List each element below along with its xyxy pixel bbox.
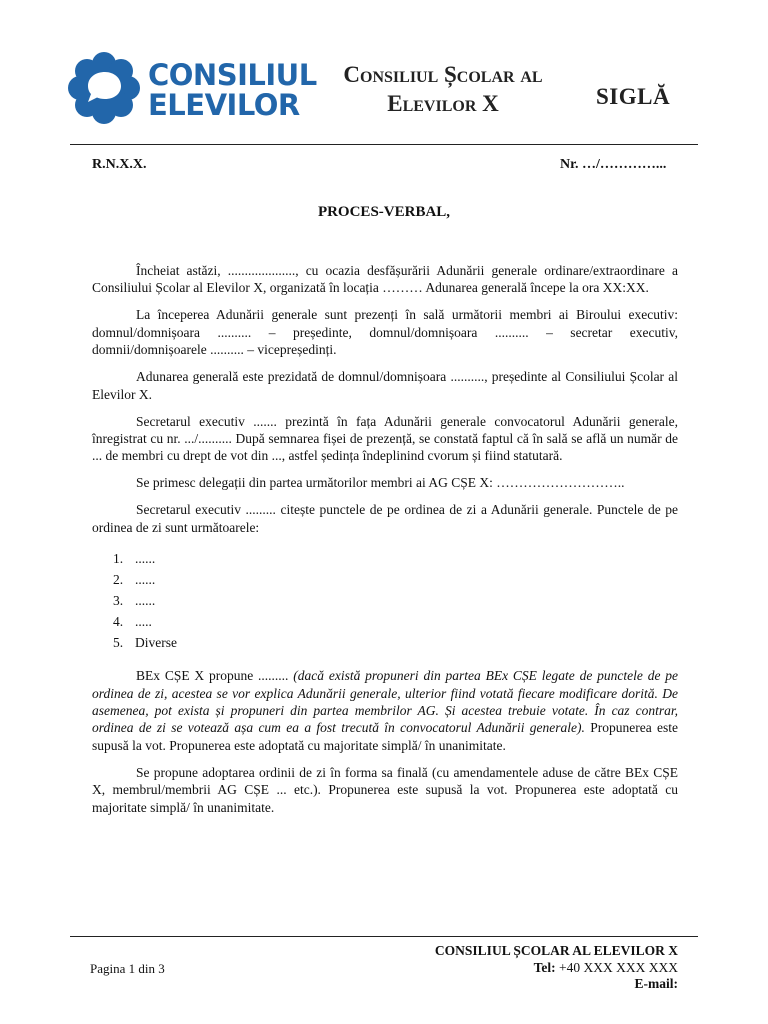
paragraph-2: La începerea Adunării generale sunt prezenți în sală următorii membri ai Biroului executiv: domnul/domnișoara .......... – președinte, domnul/domnișoara .......... – secretar executiv, domnii/domnișoarele .......... – vicepreședinți. xyxy=(92,307,678,358)
org-title-line-1: Consiliul Școlar al xyxy=(343,62,543,87)
footer-phone xyxy=(428,960,678,976)
list-item-number: 3. xyxy=(113,593,124,609)
logo-line-1: CONSILIUL xyxy=(148,58,317,92)
list-item xyxy=(92,569,678,590)
logo xyxy=(66,50,317,128)
footer-org-name: CONSILIUL ȘCOLAR AL ELEVILOR X xyxy=(434,943,678,958)
agenda-list xyxy=(92,548,678,653)
paragraph-7-italic-note: (dacă există propuneri din partea BEx CȘE legate de punctele de pe ordinea de zi, acestea se vor explica Adunării generale, ulterior fiind votată fiecare modificare dorită. De asemenea, pot exista și propuneri din partea membrilor AG. Și acestea trebuie votate. În caz contrar, ordinea de zi se votează așa cum ea a fost trecută în convocatorul Adunării generale). xyxy=(92,668,678,736)
list-item-number: 4. xyxy=(113,614,124,630)
list-item-text: ..... xyxy=(135,614,152,630)
paragraph-4: Secretarul executiv ....... prezintă în fața Adunării generale convocatorul Adunării generale, înregistrat cu nr. .../.......... După semnarea fișei de prezență, se constată faptul că în sală se află un număr de ... de membri cu drept de vot din ..., astfel ședința îndeplinind cvorum și fiind statutară. xyxy=(92,413,678,464)
document-body xyxy=(92,262,678,826)
list-item-number: 1. xyxy=(113,551,124,567)
list-item-text: ...... xyxy=(135,551,156,567)
page-number: Pagina 1 din 3 xyxy=(90,961,165,976)
list-item xyxy=(92,590,678,611)
paragraph-6: Secretarul executiv ......... citește punctele de pe ordinea de zi a Adunării generale. Punctele de pe ordinea de zi sunt următoarele: xyxy=(92,502,678,535)
list-item-number: 5. xyxy=(113,635,124,651)
list-item-number: 2. xyxy=(113,572,124,588)
footer-email: E-mail: xyxy=(634,976,678,991)
list-item-text: Diverse xyxy=(135,635,177,651)
org-title-line-2: Elevilor X xyxy=(387,91,499,116)
logo-text xyxy=(148,60,317,120)
org-title xyxy=(312,60,574,118)
paragraph-7-end: Propunerea este supusă la vot. Propunerea este adoptată cu majoritate simplă/ în unanimitate. xyxy=(92,720,679,753)
list-item xyxy=(92,632,678,653)
document-title: PROCES-VERBAL, xyxy=(317,204,451,220)
list-item xyxy=(92,548,678,569)
list-item-text: ...... xyxy=(135,593,156,609)
sigla-placeholder: SIGLĂ xyxy=(596,84,671,109)
footer-divider xyxy=(70,936,698,937)
header-divider xyxy=(70,144,698,145)
registration-number: R.N.X.X. xyxy=(92,157,147,172)
footer-phone-label: Tel: xyxy=(533,960,556,975)
paragraph-1: Încheiat astăzi, ...................., cu ocazia desfășurării Adunării generale ordinare/extraordinare a Consiliului Școlar al Elevilor X, organizată în locația ……… Adunarea generală începe la ora XX:XX. xyxy=(92,263,678,296)
footer-phone-value: +40 XXX XXX XXX xyxy=(555,960,678,975)
paragraph-5: Se primesc delegații din partea următorilor membri ai AG CȘE X: ……………………….. xyxy=(136,475,625,491)
paragraph-8: Se propune adoptarea ordinii de zi în forma sa finală (cu amendamentele aduse de către BEx CȘE X, membrul/membrii AG CȘE ... etc.). Propunerea este supusă la vot. Propunerea este adoptată cu majoritate simplă/ în unanimitate. xyxy=(92,764,678,815)
speech-bubble-flower-icon xyxy=(66,50,142,126)
logo-line-2: ELEVILOR xyxy=(148,88,300,122)
list-item-text: ...... xyxy=(135,572,156,588)
list-item xyxy=(92,611,678,632)
paragraph-3: Adunarea generală este prezidată de domnul/domnișoara .........., președinte al Consiliului Școlar al Elevilor X. xyxy=(92,369,678,402)
paragraph-7-start: BEx CȘE X propune ......... xyxy=(136,668,294,684)
document-number: Nr. …/…………... xyxy=(560,157,667,172)
paragraph-7 xyxy=(92,667,678,754)
